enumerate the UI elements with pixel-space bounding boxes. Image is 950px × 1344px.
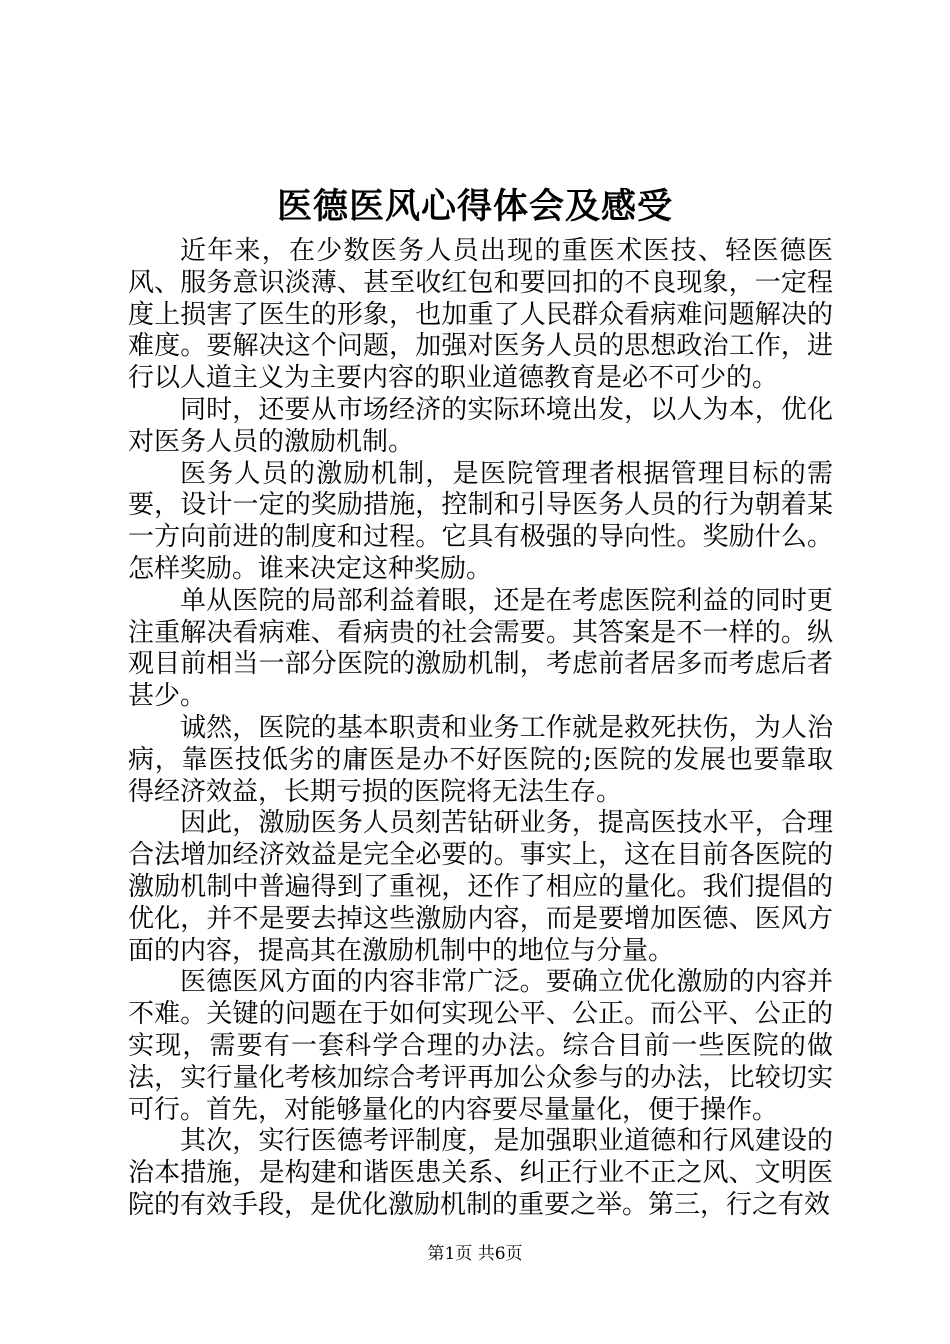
document-title: 医德医风心得体会及感受: [276, 186, 673, 227]
paragraph-8: 其次，实行医德考评制度，是加强职业道德和行风建设的治本措施，是构建和谐医患关系、纠正行业不正之风、文明医院的有效手段，是优化激励机制的重要之举。第三，行之有效: [128, 1126, 833, 1220]
paragraph-4: 单从医院的局部利益着眼，还是在考虑医院利益的同时更注重解决看病难、看病贵的社会需要。其答案是不一样的。纵观目前相当一部分医院的激励机制，考虑前者居多而考虑后者甚少。: [128, 585, 833, 712]
paragraph-6: 因此，激励医务人员刻苦钻研业务，提高医技水平，合理合法增加经济效益是完全必要的。事实上，这在目前各医院的激励机制中普遍得到了重视，还作了相应的量化。我们提倡的优化，并不是要去掉这些激励内容，而是要增加医德、医风方面的内容，提高其在激励机制中的地位与分量。: [128, 808, 833, 966]
paragraph-7: 医德医风方面的内容非常广泛。要确立优化激励的内容并不难。关键的问题在于如何实现公平、公正。而公平、公正的实现，需要有一套科学合理的办法。综合目前一些医院的做法，实行量化考核加综合考评再加公众参与的办法，比较切实可行。首先，对能够量化的内容要尽量量化，便于操作。: [128, 967, 833, 1125]
paragraph-1: 近年来，在少数医务人员出现的重医术医技、轻医德医风、服务意识淡薄、甚至收红包和要回扣的不良现象，一定程度上损害了医生的形象，也加重了人民群众看病难问题解决的难度。要解决这个问题，加强对医务人员的思想政治工作，进行以人道主义为主要内容的职业道德教育是必不可少的。: [128, 236, 833, 394]
paragraph-2: 同时，还要从市场经济的实际环境出发，以人为本，优化对医务人员的激励机制。: [128, 394, 833, 457]
paragraph-5: 诚然，医院的基本职责和业务工作就是救死扶伤，为人治病，靠医技低劣的庸医是办不好医院的;医院的发展也要靠取得经济效益，长期亏损的医院将无法生存。: [128, 712, 833, 807]
document-body: [128, 236, 833, 1222]
paragraph-3: 医务人员的激励机制，是医院管理者根据管理目标的需要，设计一定的奖励措施，控制和引导医务人员的行为朝着某一方向前进的制度和过程。它具有极强的导向性。奖励什么。怎样奖励。谁来决定这种奖励。: [128, 458, 833, 584]
page-number-footer: 第1页 共6页: [427, 1244, 523, 1264]
